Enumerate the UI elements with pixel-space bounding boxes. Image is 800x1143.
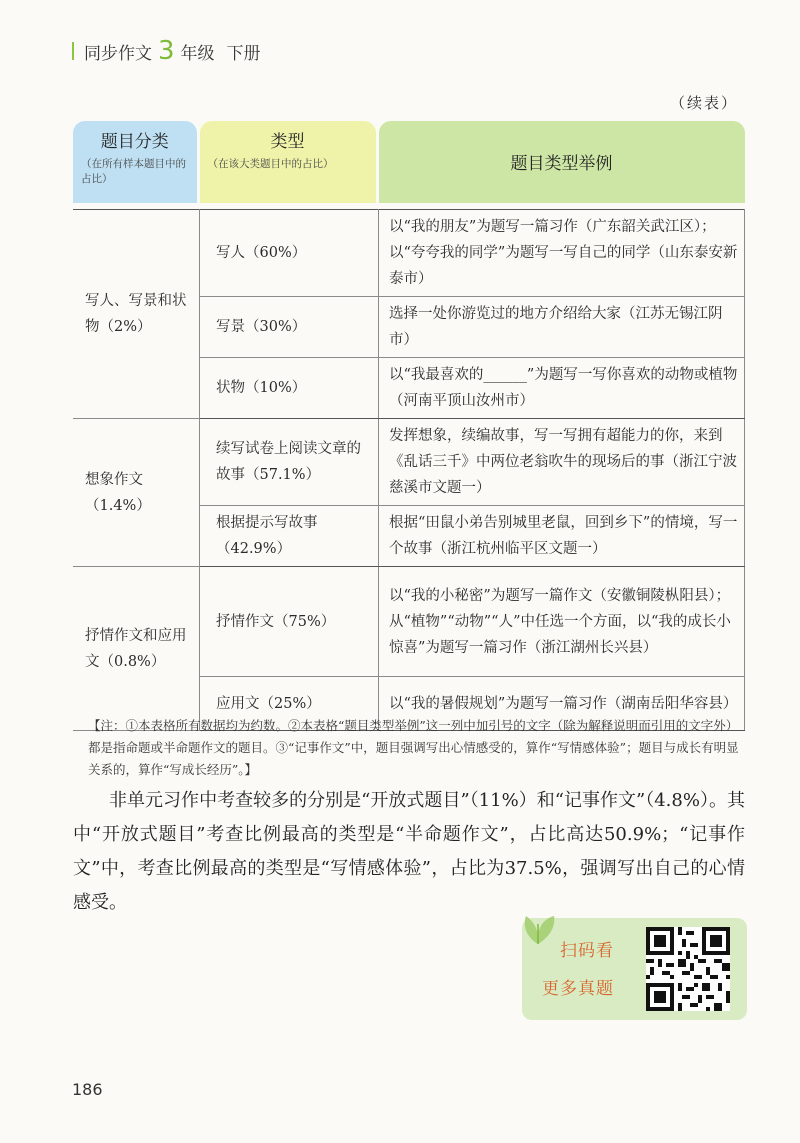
example-cell: 以“我最喜欢的______”为题写一写你喜欢的动物或植物（河南平顶山汝州市） [379, 358, 745, 419]
table-header-row [73, 121, 745, 210]
body-paragraph: 非单元习作中考查较多的分别是“开放式题目”（11%）和“记事作文”（4.8%）。其中“开放式题目”考查比例最高的类型是“半命题作文”，占比高达50.9%；“记事作文”中，考查比例最高的类型是“写情感体验”，占比为37.5%，强调写出自己的心情感受。 [73, 790, 745, 913]
header-divider [72, 42, 74, 60]
example-cell: 以“我的小秘密”为题写一篇作文（安徽铜陵枞阳县）；从“植物”“动物”“人”中任选一个方面，以“我的成长小惊喜”为题写一篇习作（浙江湖州长兴县） [379, 567, 745, 677]
table-note: 【注：①本表格所有数据均为约数。②本表格“题目类型举例”这一列中加引号的文字（除为解释说明而引用的文字外）都是指命题或半命题作文的题目。③“记事作文”中，题目强调写出心情感受的，算作“写情感体验”；题目与成长有明显关系的，算作“写成长经历”。】 [88, 718, 739, 777]
table-row [73, 567, 745, 677]
book-title: 同步作文 [84, 44, 152, 64]
topic-table [73, 121, 745, 731]
type-cell: 抒情作文（75%） [200, 567, 379, 677]
category-cell: 想象作文（1.4%） [73, 419, 200, 567]
table-row [73, 210, 745, 297]
scan-line-2: 更多真题 [542, 979, 614, 999]
col-category-title: 题目分类 [100, 132, 169, 152]
example-cell: 以“我的朋友”为题写一篇习作（广东韶关武江区）；以“夸夸我的同学”为题写一写自己的同学（山东泰安新泰市） [379, 210, 745, 297]
type-cell: 状物（10%） [200, 358, 379, 419]
example-cell: 根据“田鼠小弟告别城里老鼠，回到乡下”的情境，写一个故事（浙江杭州临平区文题一） [379, 506, 745, 567]
col-type-sub: （在该大类题目中的占比） [207, 158, 334, 170]
scan-line-1: 扫码看 [560, 941, 614, 961]
continued-label: （续表） [669, 94, 738, 112]
scan-qr-panel [522, 918, 747, 1020]
leaf-icon [518, 910, 558, 946]
type-cell: 应用文（25%） [200, 677, 379, 731]
type-cell: 写景（30%） [200, 297, 379, 358]
col-example-title: 题目类型举例 [510, 154, 613, 174]
type-cell: 写人（60%） [200, 210, 379, 297]
table-row [73, 419, 745, 506]
example-cell: 选择一处你游览过的地方介绍给大家（江苏无锡江阴市） [379, 297, 745, 358]
grade-number: 3 [158, 36, 175, 66]
col-type-header [200, 121, 379, 210]
qr-code-icon[interactable] [646, 927, 730, 1011]
example-cell: 发挥想象，续编故事，写一写拥有超能力的你，来到《乱话三千》中两位老翁吹牛的现场后的事（浙江宁波慈溪市文题一） [379, 419, 745, 506]
col-example-header [379, 121, 745, 210]
col-category-header [73, 121, 200, 210]
category-cell: 写人、写景和状物（2%） [73, 210, 200, 419]
type-cell: 根据提示写故事（42.9%） [200, 506, 379, 567]
col-type-title: 类型 [270, 132, 305, 152]
page-number: 186 [72, 1080, 103, 1099]
col-category-sub: （在所有样本题目中的占比） [81, 158, 186, 185]
category-cell: 抒情作文和应用文（0.8%） [73, 567, 200, 731]
running-header [72, 38, 261, 64]
term-label: 下册 [226, 44, 261, 64]
grade-text: 年级 [180, 44, 215, 64]
type-cell: 续写试卷上阅读文章的故事（57.1%） [200, 419, 379, 506]
example-cell: 以“我的暑假规划”为题写一篇习作（湖南岳阳华容县） [379, 677, 745, 731]
